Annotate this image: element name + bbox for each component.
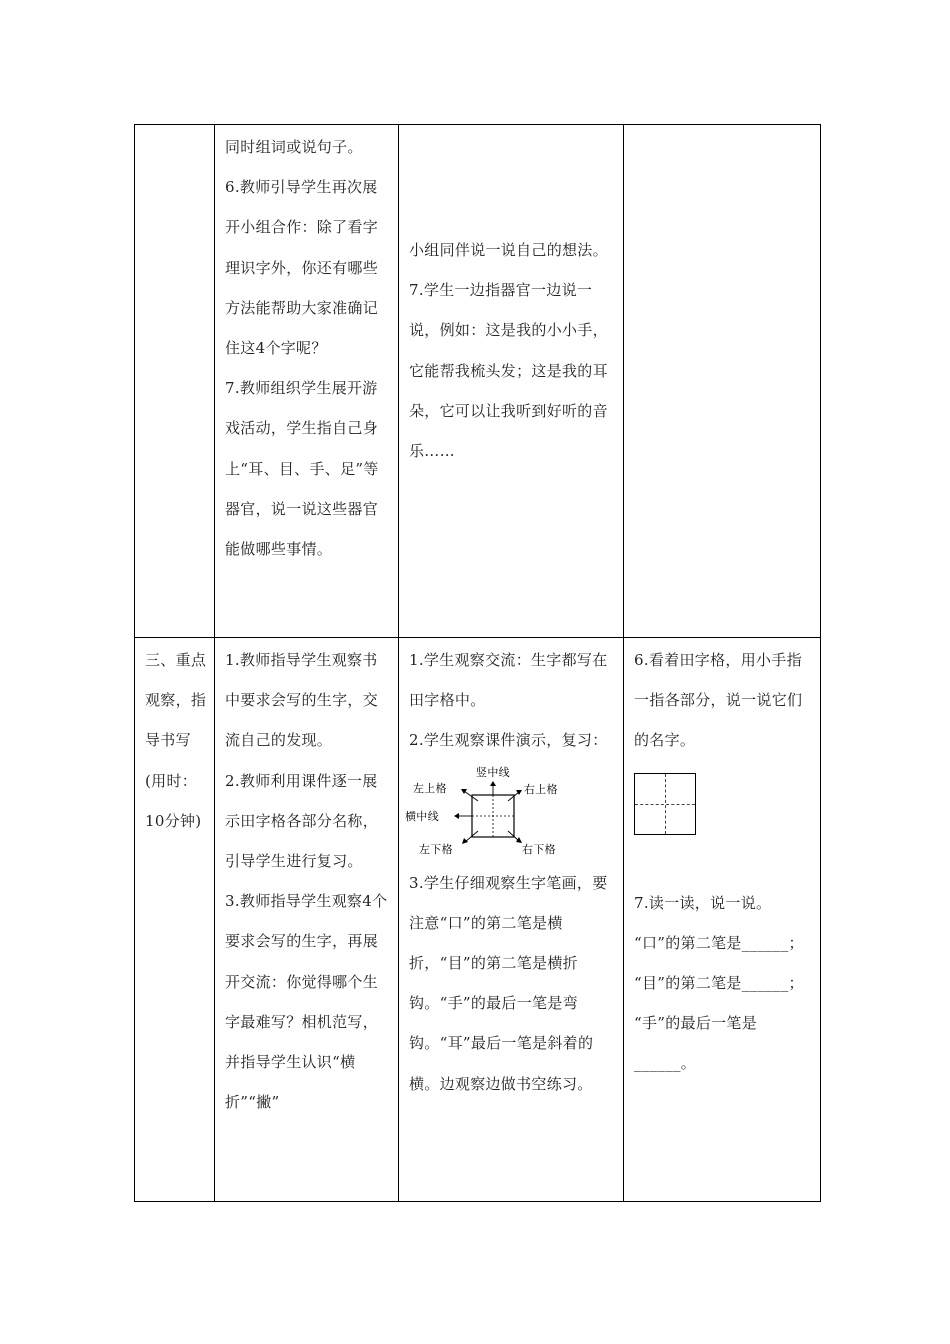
teacher-step: 同时组词或说句子。 <box>225 138 363 156</box>
teacher-step: 3.教师指导学生观察4个要求会写的生字，再展开交流：你觉得哪个生字最难写？相机范写，并指导学生认识“横折”“撇” <box>225 892 388 1112</box>
label-horizontal-line: 横中线 <box>405 809 439 823</box>
student-activity-cell <box>399 125 624 638</box>
tianzige-diagram <box>405 765 569 861</box>
arrow-top-left <box>464 791 478 801</box>
student-activity-cell <box>399 638 624 1202</box>
lesson-plan-table <box>134 124 821 1202</box>
student-step: 2.学生观察课件演示，复习： <box>409 731 608 750</box>
fill-blank-item: “口”的第二笔是______； <box>634 933 804 952</box>
exercise-cell <box>624 638 821 1202</box>
teacher-step: 6.教师引导学生再次展开小组合作：除了看字理识字外，你还有哪些方法能帮助大家准确记住这4个字呢？ <box>225 178 379 358</box>
teacher-step: 1.教师指导学生观察书中要求会写的生字，交流自己的发现。 <box>225 651 379 750</box>
fill-blank-item: “目”的第二笔是______； <box>634 974 804 993</box>
exercise-cell <box>624 125 821 638</box>
student-step: 1.学生观察交流：生字都写在田字格中。 <box>409 651 608 710</box>
exercise-question: 6.看着田字格，用小手指一指各部分，说一说它们的名字。 <box>634 651 803 750</box>
label-top-right: 右上格 <box>524 782 558 796</box>
teacher-activity-cell <box>215 125 399 638</box>
stage-cell <box>135 638 215 1202</box>
exercise-question: 7.读一读，说一说。 <box>634 893 772 912</box>
fill-blank-item: “手”的最后一笔是______。 <box>634 1014 758 1073</box>
stage-cell <box>135 125 215 638</box>
label-bottom-right: 右下格 <box>522 842 556 856</box>
teacher-step: 7.教师组织学生展开游戏活动，学生指自己身上“耳、目、手、足”等器官，说一说这些器官能做哪些事情。 <box>225 379 379 559</box>
label-top-left: 左上格 <box>413 781 447 795</box>
stage-title: 三、重点观察，指导书写(用时：10分钟) <box>145 651 207 830</box>
label-bottom-left: 左下格 <box>419 842 453 856</box>
teacher-step: 2.教师利用课件逐一展示田字格各部分名称，引导学生进行复习。 <box>225 771 379 871</box>
student-step: 小组同伴说一说自己的想法。 <box>409 241 608 259</box>
teacher-activity-cell <box>215 638 399 1202</box>
table-row <box>135 125 821 638</box>
tianzige-box <box>634 773 696 835</box>
table-row <box>135 638 821 1202</box>
student-step: 3.学生仔细观察生字笔画，要注意“口”的第二笔是横折，“目”的第二笔是横折钩。“手”的最后一笔是弯钩。“耳”最后一笔是斜着的横。边观察边做书空练习。 <box>409 873 608 1093</box>
student-step: 7.学生一边指器官一边说一说，例如：这是我的小小手，它能帮我梳头发；这是我的耳朵，它可以让我听到好听的音乐…… <box>409 281 608 461</box>
label-vertical-line: 竖中线 <box>476 765 510 779</box>
